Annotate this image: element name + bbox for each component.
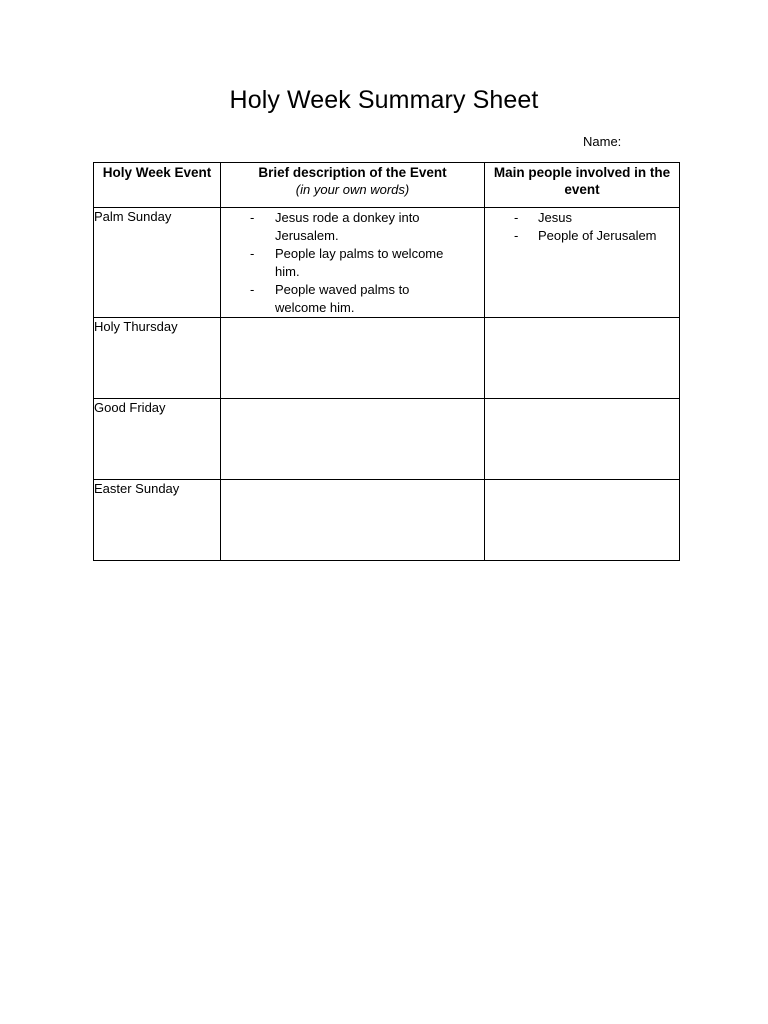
list-item-text: Jesus rode a donkey into Jerusalem. — [275, 210, 420, 243]
dash-bullet-icon: - — [250, 282, 255, 297]
dash-bullet-icon: - — [514, 210, 519, 225]
list-item-text: People of Jerusalem — [538, 228, 657, 243]
header-people: Main people involved in the event — [485, 163, 680, 208]
people-cell[interactable] — [485, 399, 680, 480]
list-item — [250, 281, 464, 317]
description-cell[interactable] — [221, 480, 485, 561]
list-item-text: People lay palms to welcome him. — [275, 246, 444, 279]
header-description — [221, 163, 485, 208]
description-list — [250, 209, 464, 317]
description-cell[interactable] — [221, 208, 485, 318]
dash-bullet-icon: - — [250, 210, 255, 225]
people-cell[interactable] — [485, 318, 680, 399]
list-item — [250, 245, 464, 281]
list-item — [514, 227, 673, 245]
people-cell[interactable] — [485, 208, 680, 318]
table-row — [94, 318, 680, 399]
event-cell: Good Friday — [94, 399, 221, 480]
summary-table — [93, 162, 680, 561]
header-event: Holy Week Event — [94, 163, 221, 208]
dash-bullet-icon: - — [514, 228, 519, 243]
table-row — [94, 208, 680, 318]
list-item-text: People waved palms to welcome him. — [275, 282, 410, 315]
name-label: Name: — [583, 134, 622, 149]
table-row — [94, 399, 680, 480]
event-cell: Palm Sunday — [94, 208, 221, 318]
people-cell[interactable] — [485, 480, 680, 561]
event-cell: Easter Sunday — [94, 480, 221, 561]
people-list — [514, 209, 673, 245]
description-cell[interactable] — [221, 399, 485, 480]
table-header-row — [94, 163, 680, 208]
description-cell[interactable] — [221, 318, 485, 399]
list-item-text: Jesus — [538, 210, 572, 225]
header-description-subtitle: (in your own words) — [295, 182, 410, 197]
list-item — [250, 209, 464, 245]
page-title: Holy Week Summary Sheet — [229, 86, 539, 114]
list-item — [514, 209, 673, 227]
table-row — [94, 480, 680, 561]
dash-bullet-icon: - — [250, 246, 255, 261]
event-cell: Holy Thursday — [94, 318, 221, 399]
header-description-title: Brief description of the Event — [258, 165, 447, 180]
